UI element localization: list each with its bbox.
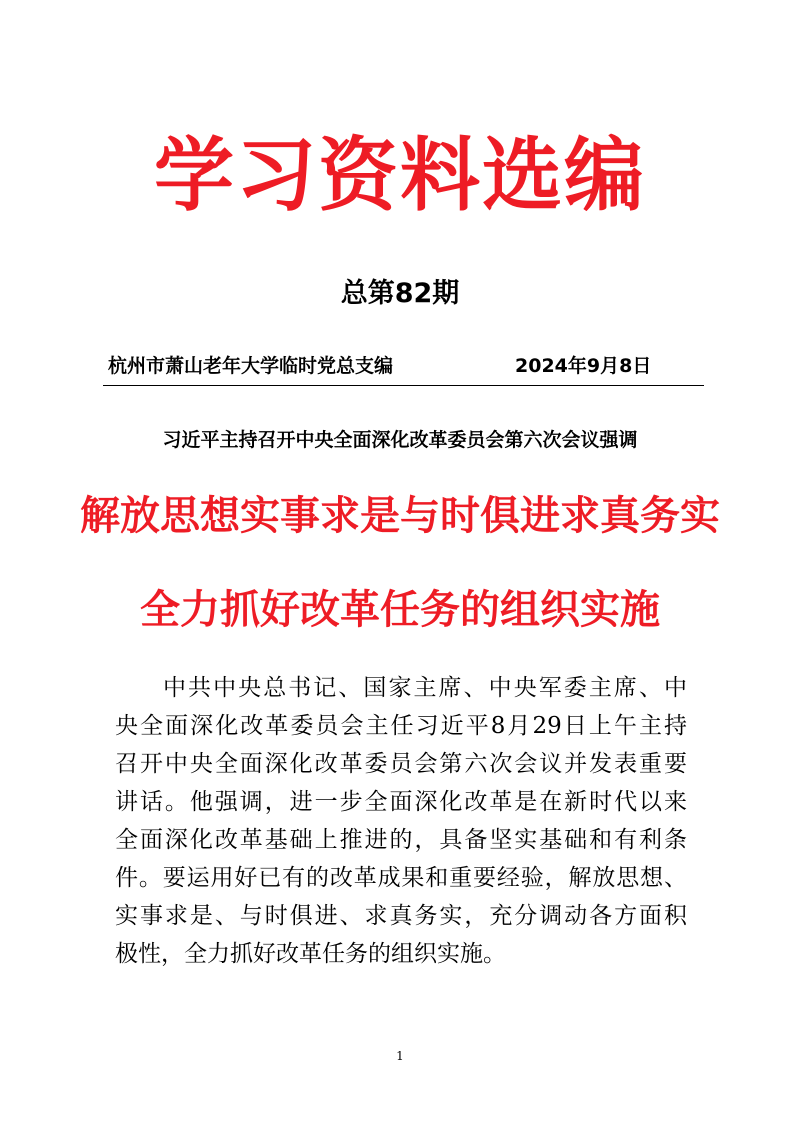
body-line: 讲话。他强调，进一步全面深化改革是在新时代以来 [115,789,687,815]
issue-number: 总第82期 [340,278,460,309]
body-line: 中共中央总书记、国家主席、中央军委主席、中 [163,675,687,701]
body-line: 全面深化改革基础上推进的，具备坚实基础和有利条 [115,827,687,853]
article-headline-line-2: 全力抓好改革任务的组织实施 [140,587,660,633]
body-line: 极性，全力抓好改革任务的组织实施。 [115,941,506,967]
body-line: 央全面深化改革委员会主任习近平8月29日上午主持 [115,713,687,739]
body-line: 实事求是、与时俱进、求真务实，充分调动各方面积 [115,903,687,929]
article-subtitle: 习近平主持召开中央全面深化改革委员会第六次会议强调 [162,429,638,451]
publisher-organization: 杭州市萧山老年大学临时党总支编 [108,355,394,377]
publication-date: 2024年9月8日 [515,355,652,377]
page-number: 1 [396,1049,404,1063]
body-line: 件。要运用好已有的改革成果和重要经验，解放思想、 [115,865,687,891]
header-divider [103,385,704,386]
article-headline-line-1: 解放思想实事求是与时俱进求真务实 [80,493,720,539]
body-line: 召开中央全面深化改革委员会第六次会议并发表重要 [115,751,687,777]
document-title: 学习资料选编 [154,129,646,222]
